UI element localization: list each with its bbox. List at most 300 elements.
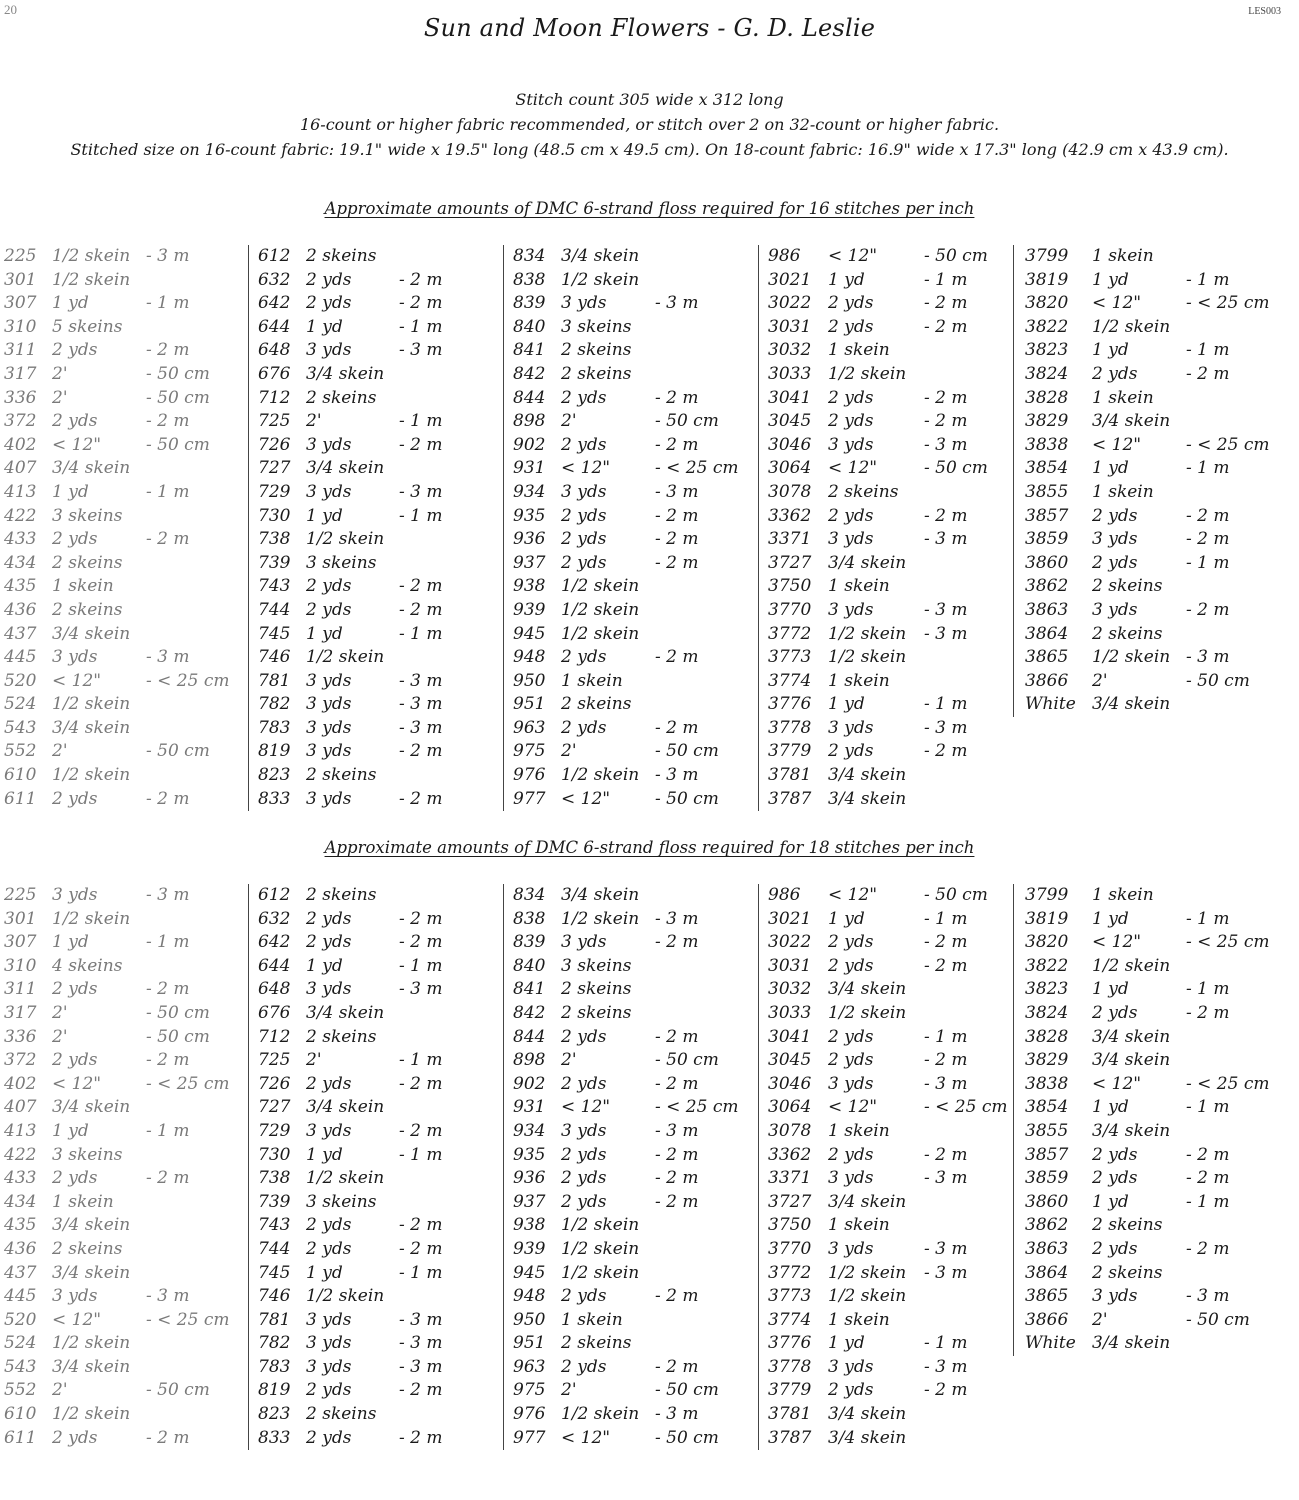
floss-amount-metric: - 2 m: [1186, 363, 1230, 384]
floss-amount-imperial: 2 skeins: [561, 363, 632, 384]
dmc-color-number: 746: [258, 1286, 291, 1307]
dmc-color-number: 372: [4, 1050, 37, 1071]
dmc-color-number: 937: [513, 552, 546, 573]
dmc-color-number: 743: [258, 1215, 291, 1236]
floss-row: [249, 528, 504, 552]
floss-row: [504, 646, 759, 670]
floss-amount-metric: - 50 cm: [146, 1380, 210, 1401]
floss-amount-imperial: 1 yd: [306, 1262, 343, 1283]
floss-amount-metric: - 2 m: [655, 1144, 699, 1165]
floss-amount-metric: - 2 m: [1186, 1238, 1230, 1259]
floss-row: [759, 1144, 1014, 1168]
floss-row: [4, 1026, 248, 1050]
floss-amount-imperial: 1/2 skein: [52, 908, 131, 929]
floss-row: [504, 740, 759, 764]
floss-amount-imperial: 3/4 skein: [1092, 1050, 1171, 1071]
dmc-color-number: 3823: [1025, 340, 1069, 361]
dmc-color-number: 833: [258, 788, 291, 809]
dmc-color-number: 727: [258, 458, 291, 479]
floss-amount-metric: - 2 m: [655, 505, 699, 526]
dmc-color-number: 307: [4, 932, 37, 953]
floss-amount-imperial: 2 yds: [828, 387, 874, 408]
floss-amount-imperial: 3/4 skein: [52, 1215, 131, 1236]
floss-row: [504, 717, 759, 741]
dmc-color-number: 3824: [1025, 1002, 1069, 1023]
floss-amount-metric: - 1 m: [399, 1262, 443, 1283]
floss-amount-imperial: 2 yds: [561, 552, 607, 573]
floss-row: [504, 1049, 759, 1073]
dmc-color-number: 975: [513, 1380, 546, 1401]
floss-row: [759, 1120, 1014, 1144]
floss-amount-metric: - 2 m: [655, 552, 699, 573]
floss-amount-metric: - 2 m: [655, 932, 699, 953]
dmc-color-number: 936: [513, 1168, 546, 1189]
floss-row: [4, 1049, 248, 1073]
floss-amount-imperial: 1 yd: [828, 269, 865, 290]
dmc-color-number: 3864: [1025, 1262, 1069, 1283]
floss-row: [4, 670, 248, 694]
floss-amount-imperial: 1 skein: [1092, 387, 1154, 408]
floss-amount-imperial: 1/2 skein: [561, 269, 640, 290]
floss-amount-imperial: 2 skeins: [306, 1026, 377, 1047]
dmc-color-number: 310: [4, 955, 37, 976]
floss-amount-imperial: 2': [561, 411, 577, 432]
floss-amount-metric: - 3 m: [399, 670, 443, 691]
floss-amount-metric: - 2 m: [146, 1050, 190, 1071]
floss-amount-metric: - 1 m: [924, 908, 968, 929]
floss-row: [249, 764, 504, 788]
floss-amount-metric: - 50 cm: [146, 1026, 210, 1047]
floss-row: [504, 978, 759, 1002]
floss-row: [249, 434, 504, 458]
floss-amount-metric: - 1 m: [399, 1144, 443, 1165]
floss-amount-metric: - 1 m: [146, 932, 190, 953]
floss-amount-metric: - 2 m: [924, 1380, 968, 1401]
floss-row: [249, 245, 504, 269]
floss-amount-metric: - 3 m: [399, 1356, 443, 1377]
floss-amount-imperial: 1 skein: [828, 1309, 890, 1330]
dmc-color-number: 610: [4, 1404, 37, 1425]
floss-row: [759, 387, 1014, 411]
dmc-color-number: 552: [4, 741, 37, 762]
floss-amount-metric: - 3 m: [399, 481, 443, 502]
dmc-color-number: 437: [4, 623, 37, 644]
floss-amount-imperial: 2 yds: [306, 1215, 352, 1236]
floss-amount-imperial: 2 skeins: [561, 340, 632, 361]
floss-amount-metric: - 50 cm: [146, 741, 210, 762]
floss-row: [4, 410, 248, 434]
dmc-color-number: 336: [4, 387, 37, 408]
floss-amount-imperial: 2 yds: [1092, 552, 1138, 573]
floss-amount-imperial: 2 yds: [52, 411, 98, 432]
dmc-color-number: 3857: [1025, 1144, 1069, 1165]
floss-amount-imperial: 3/4 skein: [52, 1356, 131, 1377]
floss-amount-imperial: < 12": [52, 670, 102, 691]
floss-amount-metric: - 2 m: [655, 1356, 699, 1377]
floss-row: [249, 552, 504, 576]
floss-row: [1014, 387, 1284, 411]
floss-amount-metric: - 2 m: [655, 647, 699, 668]
dmc-color-number: 725: [258, 1050, 291, 1071]
floss-amount-imperial: 3 yds: [828, 1168, 874, 1189]
dmc-color-number: 336: [4, 1026, 37, 1047]
floss-amount-imperial: 1/2 skein: [306, 1168, 385, 1189]
floss-row: [759, 292, 1014, 316]
floss-row: [4, 1238, 248, 1262]
floss-amount-imperial: 2 skeins: [828, 481, 899, 502]
floss-row: [759, 1096, 1014, 1120]
dmc-color-number: 644: [258, 955, 291, 976]
floss-amount-imperial: 3 yds: [306, 741, 352, 762]
floss-amount-metric: - 3 m: [146, 246, 190, 266]
floss-row: [759, 1026, 1014, 1050]
floss-row: [759, 457, 1014, 481]
floss-amount-imperial: 2 yds: [828, 505, 874, 526]
floss-amount-metric: - < 25 cm: [1186, 932, 1270, 953]
floss-amount-imperial: 2 skeins: [1092, 576, 1163, 597]
dmc-color-number: 3819: [1025, 908, 1069, 929]
floss-amount-imperial: < 12": [561, 788, 611, 809]
floss-amount-imperial: 3 skeins: [561, 316, 632, 337]
floss-amount-imperial: 1 yd: [1092, 908, 1129, 929]
dmc-color-number: 3772: [768, 623, 812, 644]
dmc-color-number: 445: [4, 647, 37, 668]
floss-amount-imperial: 2 yds: [306, 1073, 352, 1094]
floss-row: [249, 978, 504, 1002]
dmc-color-number: 3371: [768, 1168, 812, 1189]
dmc-color-number: 436: [4, 1238, 37, 1259]
floss-amount-metric: - 2 m: [146, 411, 190, 432]
dmc-color-number: 3866: [1025, 1309, 1069, 1330]
dmc-color-number: 3854: [1025, 458, 1069, 479]
floss-amount-imperial: 2 yds: [828, 316, 874, 337]
floss-amount-imperial: 3 yds: [306, 1120, 352, 1141]
floss-row: [759, 693, 1014, 717]
floss-row: [504, 434, 759, 458]
floss-row: [504, 693, 759, 717]
floss-row: [1014, 1191, 1284, 1215]
dmc-color-number: 310: [4, 316, 37, 337]
floss-amount-metric: - 2 m: [146, 340, 190, 361]
floss-row: [249, 1403, 504, 1427]
floss-row: [759, 599, 1014, 623]
dmc-color-number: 520: [4, 1309, 37, 1330]
dmc-color-number: 839: [513, 293, 546, 314]
floss-amount-metric: - 2 m: [924, 505, 968, 526]
dmc-color-number: 3776: [768, 694, 812, 715]
floss-amount-imperial: 2': [52, 387, 68, 408]
floss-row: [504, 955, 759, 979]
dmc-color-number: 3750: [768, 1215, 812, 1236]
floss-amount-imperial: 2 yds: [306, 1427, 352, 1448]
floss-row: [504, 1285, 759, 1309]
dmc-color-number: 931: [513, 1097, 546, 1118]
floss-amount-imperial: 1/2 skein: [561, 908, 640, 929]
floss-row: [1014, 908, 1284, 932]
floss-amount-imperial: 3 yds: [561, 293, 607, 314]
dmc-color-number: 841: [513, 979, 546, 1000]
floss-amount-imperial: 1/2 skein: [561, 623, 640, 644]
dmc-color-number: 834: [513, 246, 546, 266]
floss-amount-imperial: 1 skein: [828, 576, 890, 597]
floss-column: [758, 245, 1014, 811]
floss-row: [759, 1309, 1014, 1333]
dmc-color-number: 3046: [768, 1073, 812, 1094]
floss-row: [4, 245, 248, 269]
floss-amount-imperial: 2': [1092, 670, 1108, 691]
floss-row: [4, 1144, 248, 1168]
floss-row: [4, 481, 248, 505]
floss-amount-imperial: 3/4 skein: [306, 363, 385, 384]
dmc-color-number: 745: [258, 623, 291, 644]
dmc-color-number: 783: [258, 717, 291, 738]
floss-row: [249, 599, 504, 623]
floss-amount-imperial: 2 skeins: [52, 552, 123, 573]
floss-amount-metric: - 1 m: [1186, 552, 1230, 573]
floss-amount-imperial: 2 skeins: [306, 885, 377, 905]
dmc-color-number: 977: [513, 788, 546, 809]
dmc-color-number: 934: [513, 481, 546, 502]
floss-row: [1014, 339, 1284, 363]
floss-amount-metric: - 2 m: [399, 599, 443, 620]
dmc-color-number: 975: [513, 741, 546, 762]
floss-row: [504, 1167, 759, 1191]
dmc-color-number: 3041: [768, 1026, 812, 1047]
floss-amount-imperial: 3 yds: [306, 434, 352, 455]
floss-amount-imperial: 2 yds: [1092, 1144, 1138, 1165]
floss-amount-imperial: 3/4 skein: [52, 623, 131, 644]
floss-amount-metric: - 3 m: [924, 1168, 968, 1189]
floss-amount-imperial: 2 yds: [306, 1238, 352, 1259]
floss-amount-imperial: 2': [561, 741, 577, 762]
floss-amount-imperial: 2': [1092, 1309, 1108, 1330]
dmc-color-number: 3857: [1025, 505, 1069, 526]
floss-amount-metric: - 2 m: [655, 1026, 699, 1047]
floss-amount-imperial: 3 yds: [306, 1309, 352, 1330]
dmc-color-number: 3820: [1025, 932, 1069, 953]
floss-amount-imperial: 2 yds: [306, 932, 352, 953]
dmc-color-number: 435: [4, 576, 37, 597]
dmc-color-number: 3778: [768, 717, 812, 738]
dmc-color-number: 3859: [1025, 1168, 1069, 1189]
floss-amount-imperial: 2 yds: [306, 1380, 352, 1401]
floss-row: [1014, 1049, 1284, 1073]
floss-row: [1014, 575, 1284, 599]
floss-row: [759, 269, 1014, 293]
dmc-color-number: 3031: [768, 955, 812, 976]
floss-amount-imperial: 3 yds: [828, 599, 874, 620]
floss-amount-imperial: 2 yds: [1092, 1168, 1138, 1189]
floss-amount-imperial: 2': [561, 1380, 577, 1401]
floss-row: [759, 552, 1014, 576]
floss-amount-imperial: 3 skeins: [52, 1144, 123, 1165]
floss-row: [4, 505, 248, 529]
floss-row: [4, 1356, 248, 1380]
dmc-color-number: 3031: [768, 316, 812, 337]
floss-amount-imperial: 1 skein: [52, 576, 114, 597]
dmc-color-number: 422: [4, 505, 37, 526]
floss-amount-imperial: 2 yds: [52, 1427, 98, 1448]
dmc-color-number: 3838: [1025, 434, 1069, 455]
floss-amount-imperial: 2 yds: [828, 1050, 874, 1071]
dmc-color-number: 3855: [1025, 1120, 1069, 1141]
floss-amount-imperial: 2 yds: [561, 1073, 607, 1094]
floss-row: [1014, 599, 1284, 623]
floss-amount-imperial: 3 yds: [306, 1356, 352, 1377]
dmc-color-number: 3021: [768, 908, 812, 929]
floss-row: [1014, 931, 1284, 955]
dmc-color-number: 976: [513, 765, 546, 786]
dmc-color-number: 3045: [768, 1050, 812, 1071]
floss-row: [504, 1002, 759, 1026]
dmc-color-number: 823: [258, 1404, 291, 1425]
floss-row: [4, 1262, 248, 1286]
dmc-color-number: 413: [4, 1120, 37, 1141]
floss-amount-metric: - 2 m: [399, 576, 443, 597]
floss-row: [504, 316, 759, 340]
floss-amount-imperial: 3 yds: [828, 1073, 874, 1094]
floss-amount-metric: - 2 m: [924, 387, 968, 408]
floss-amount-imperial: 2 yds: [52, 1168, 98, 1189]
floss-row: [504, 292, 759, 316]
dmc-color-number: 301: [4, 269, 37, 290]
floss-amount-metric: - 50 cm: [655, 411, 719, 432]
floss-amount-imperial: 3/4 skein: [306, 458, 385, 479]
dmc-color-number: 445: [4, 1286, 37, 1307]
floss-row: [504, 457, 759, 481]
floss-amount-imperial: 2': [52, 741, 68, 762]
floss-amount-imperial: < 12": [561, 1097, 611, 1118]
dmc-color-number: 3799: [1025, 885, 1069, 905]
floss-row: [759, 316, 1014, 340]
stitch-count-line: Stitch count 305 wide x 312 long: [515, 90, 784, 109]
dmc-color-number: 3727: [768, 552, 812, 573]
floss-column: [1013, 884, 1284, 1356]
floss-amount-imperial: 1/2 skein: [828, 1002, 907, 1023]
floss-row: [1014, 316, 1284, 340]
floss-amount-imperial: < 12": [1092, 932, 1142, 953]
dmc-color-number: 3046: [768, 434, 812, 455]
floss-amount-metric: - 3 m: [924, 717, 968, 738]
dmc-color-number: 3078: [768, 481, 812, 502]
floss-row: [759, 363, 1014, 387]
floss-amount-metric: - 50 cm: [146, 363, 210, 384]
floss-row: [4, 623, 248, 647]
dmc-color-number: 436: [4, 599, 37, 620]
dmc-color-number: 648: [258, 979, 291, 1000]
dmc-color-number: 782: [258, 694, 291, 715]
dmc-color-number: 676: [258, 1002, 291, 1023]
floss-amount-imperial: 1/2 skein: [1092, 316, 1171, 337]
floss-amount-imperial: 1/2 skein: [828, 647, 907, 668]
floss-amount-imperial: 3 yds: [561, 932, 607, 953]
dmc-color-number: 939: [513, 1238, 546, 1259]
dmc-color-number: 3033: [768, 363, 812, 384]
dmc-color-number: 963: [513, 1356, 546, 1377]
dmc-color-number: 3781: [768, 765, 812, 786]
dmc-color-number: 819: [258, 1380, 291, 1401]
dmc-color-number: 3371: [768, 529, 812, 550]
floss-amount-imperial: 1 skein: [828, 1120, 890, 1141]
floss-amount-metric: - 3 m: [655, 1404, 699, 1425]
floss-row: [249, 1309, 504, 1333]
floss-row: [1014, 269, 1284, 293]
floss-row: [249, 1379, 504, 1403]
floss-amount-metric: - 3 m: [924, 1073, 968, 1094]
floss-row: [4, 575, 248, 599]
dmc-color-number: 632: [258, 908, 291, 929]
floss-row: [4, 908, 248, 932]
floss-amount-metric: - 3 m: [399, 1309, 443, 1330]
dmc-color-number: 422: [4, 1144, 37, 1165]
floss-row: [249, 1096, 504, 1120]
floss-amount-metric: - 2 m: [399, 932, 443, 953]
floss-amount-imperial: 3/4 skein: [828, 1404, 907, 1425]
floss-amount-imperial: 1 skein: [1092, 246, 1154, 266]
floss-row: [759, 717, 1014, 741]
dmc-color-number: 841: [513, 340, 546, 361]
floss-amount-imperial: 3 yds: [306, 1333, 352, 1354]
floss-amount-imperial: < 12": [828, 246, 878, 266]
floss-row: [1014, 1262, 1284, 1286]
floss-amount-imperial: < 12": [52, 1309, 102, 1330]
dmc-color-number: 730: [258, 505, 291, 526]
floss-amount-metric: - 3 m: [655, 1120, 699, 1141]
floss-row: [4, 457, 248, 481]
dmc-color-number: 3787: [768, 788, 812, 809]
dmc-color-number: 3033: [768, 1002, 812, 1023]
floss-amount-metric: - < 25 cm: [655, 1097, 739, 1118]
floss-row: [759, 528, 1014, 552]
dmc-color-number: 3828: [1025, 387, 1069, 408]
floss-row: [759, 1356, 1014, 1380]
floss-row: [249, 481, 504, 505]
dmc-color-number: 317: [4, 1002, 37, 1023]
floss-row: [4, 764, 248, 788]
floss-row: [249, 505, 504, 529]
floss-amount-metric: - 2 m: [1186, 1168, 1230, 1189]
floss-amount-imperial: 2 yds: [828, 1380, 874, 1401]
floss-amount-imperial: 1 yd: [52, 1120, 89, 1141]
floss-row: [759, 908, 1014, 932]
floss-amount-imperial: 1 yd: [828, 1333, 865, 1354]
dmc-color-number: 938: [513, 576, 546, 597]
floss-amount-metric: - 2 m: [1186, 599, 1230, 620]
dmc-color-number: 3022: [768, 293, 812, 314]
floss-amount-imperial: 1 skein: [1092, 885, 1154, 905]
floss-amount-imperial: 1 yd: [306, 316, 343, 337]
floss-amount-metric: - 3 m: [1186, 1286, 1230, 1307]
dmc-color-number: 434: [4, 1191, 37, 1212]
floss-amount-imperial: 3 yds: [52, 1286, 98, 1307]
page-title: Sun and Moon Flowers - G. D. Leslie: [423, 14, 876, 42]
floss-row: [4, 1002, 248, 1026]
dmc-color-number: 948: [513, 647, 546, 668]
floss-row: [504, 528, 759, 552]
dmc-color-number: 3865: [1025, 647, 1069, 668]
floss-amount-imperial: < 12": [828, 1097, 878, 1118]
floss-amount-metric: - 3 m: [655, 908, 699, 929]
floss-amount-imperial: 1/2 skein: [561, 1262, 640, 1283]
floss-row: [4, 1073, 248, 1097]
floss-amount-imperial: 2 yds: [306, 293, 352, 314]
dmc-color-number: 833: [258, 1427, 291, 1448]
floss-row: [249, 292, 504, 316]
floss-row: [759, 931, 1014, 955]
dmc-color-number: 712: [258, 1026, 291, 1047]
floss-amount-metric: - 1 m: [1186, 979, 1230, 1000]
floss-amount-imperial: 1/2 skein: [561, 1238, 640, 1259]
